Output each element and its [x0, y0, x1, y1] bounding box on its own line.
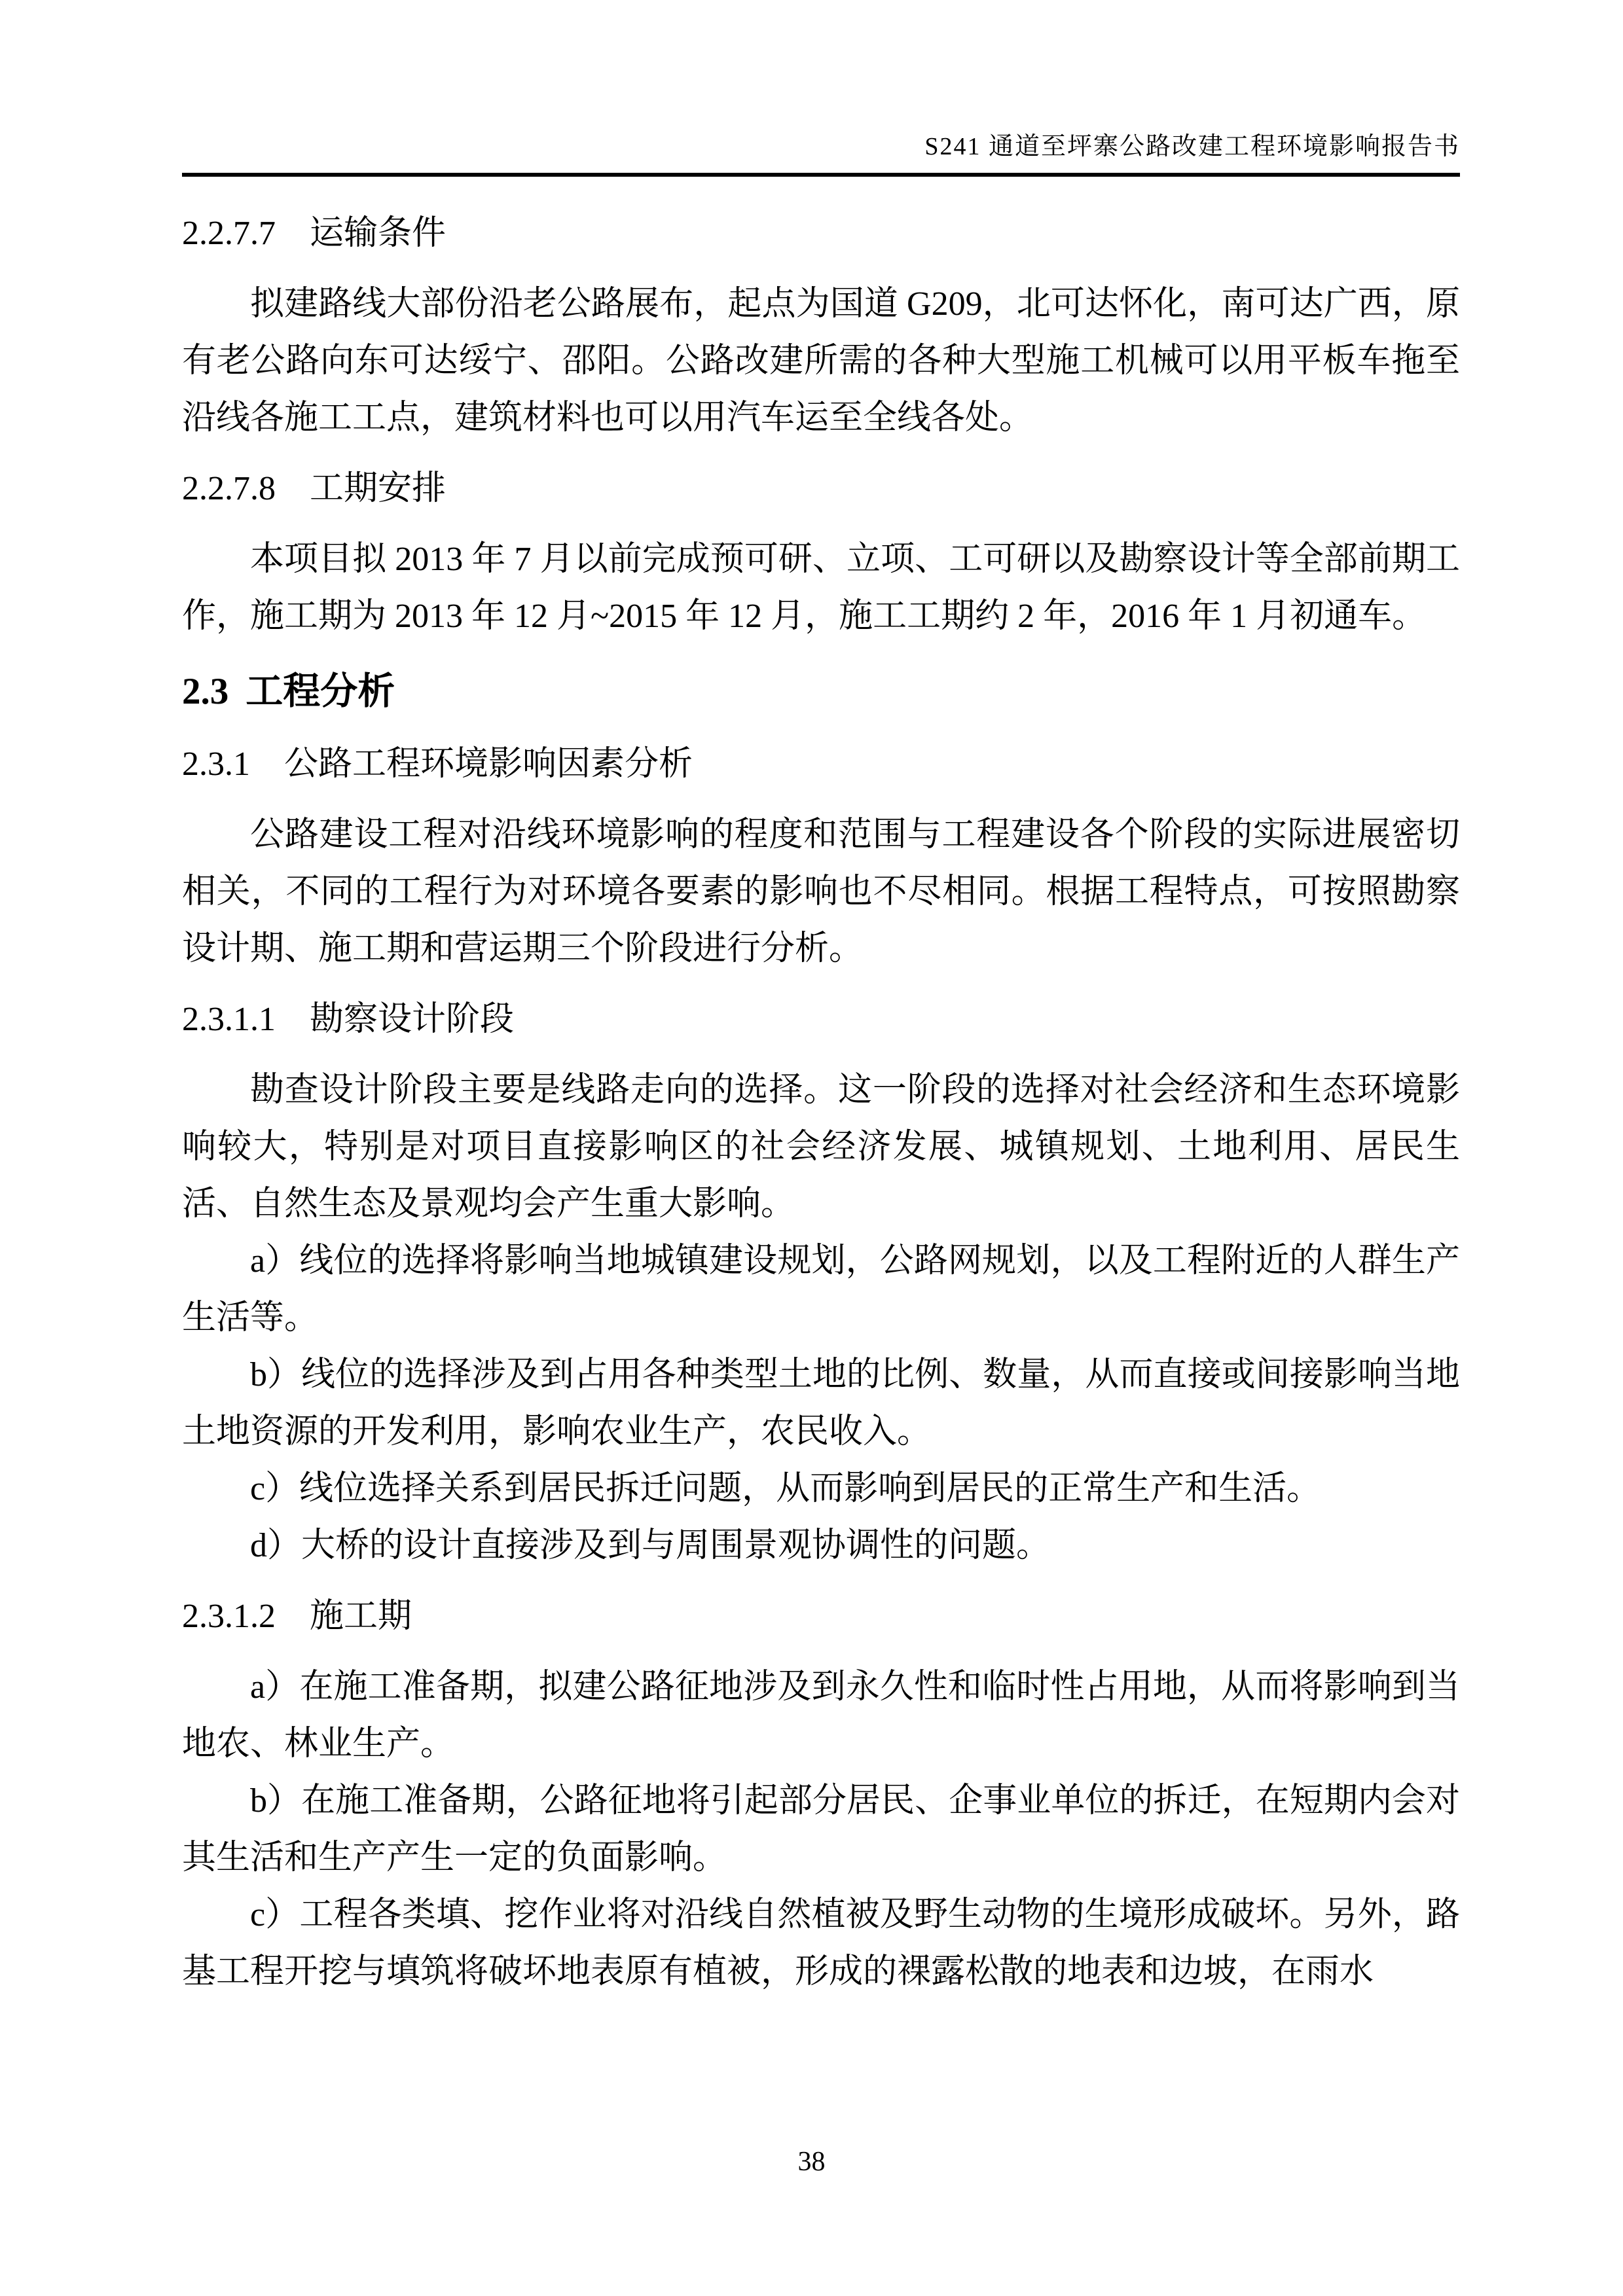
paragraph-impact-factor-analysis: 公路建设工程对沿线环境影响的程度和范围与工程建设各个阶段的实际进展密切相关，不同的工程行为对环境各要素的影响也不尽相同。根据工程特点，可按照勘察设计期、施工期和营运期三个阶段进行分析。 — [182, 816, 1460, 967]
list-item-c-construction: c）工程各类填、挖作业将对沿线自然植被及野生动物的生境形成破坏。另外，路基工程开挖与填筑将破坏地表原有植被，形成的裸露松散的地表和边坡，在雨水 — [182, 1896, 1460, 1990]
heading-number: 2.3.1 — [182, 745, 250, 783]
list-item-b-construction: b）在施工准备期，公路征地将引起部分居民、企事业单位的拆迁，在短期内会对其生活和生产产生一定的负面影响。 — [182, 1782, 1460, 1876]
heading-impact-factor-analysis — [182, 736, 1460, 793]
paragraph-survey-design-intro: 勘查设计阶段主要是线路走向的选择。这一阶段的选择对社会经济和生态环境影响较大，特别是对项目直接影响区的社会经济发展、城镇规划、土地利用、居民生活、自然生态及景观均会产生重大影响。 — [182, 1071, 1460, 1223]
heading-title: 工程分析 — [246, 671, 395, 712]
heading-number: 2.3.1.2 — [182, 1598, 276, 1635]
heading-construction-period — [182, 1588, 1460, 1645]
heading-number: 2.3 — [182, 671, 229, 712]
heading-title: 施工期 — [310, 1598, 412, 1635]
heading-number: 2.2.7.7 — [182, 215, 276, 252]
heading-transport-conditions — [182, 205, 1460, 262]
list-item-a-construction: a）在施工准备期，拟建公路征地涉及到永久性和临时性占用地，从而将影响到当地农、林业生产。 — [182, 1668, 1460, 1763]
heading-survey-design-stage — [182, 991, 1460, 1048]
heading-project-analysis — [182, 662, 1460, 722]
list-item-c-survey: c）线位选择关系到居民拆迁问题，从而影响到居民的正常生产和生活。 — [250, 1470, 1321, 1507]
page-number: 38 — [797, 2147, 826, 2177]
heading-number: 2.2.7.8 — [182, 470, 276, 507]
heading-title: 工期安排 — [310, 470, 447, 507]
running-header-title: S241 通道至坪寨公路改建工程环境影响报告书 — [924, 133, 1460, 160]
list-item-d-survey: d）大桥的设计直接涉及到与周围景观协调性的问题。 — [250, 1527, 1051, 1564]
list-item-b-survey: b）线位的选择涉及到占用各种类型土地的比例、数量，从而直接或间接影响当地土地资源的开发利用，影响农业生产，农民收入。 — [182, 1356, 1460, 1450]
heading-title: 勘察设计阶段 — [310, 1001, 515, 1038]
running-header — [182, 130, 1460, 177]
list-item-a-survey: a）线位的选择将影响当地城镇建设规划，公路网规划，以及工程附近的人群生产生活等。 — [182, 1242, 1460, 1336]
heading-title: 公路工程环境影响因素分析 — [284, 745, 693, 783]
heading-number: 2.3.1.1 — [182, 1001, 276, 1038]
paragraph-transport-conditions: 拟建路线大部份沿老公路展布，起点为国道 G209，北可达怀化，南可达广西，原有老公路向东可达绥宁、邵阳。公路改建所需的各种大型施工机械可以用平板车拖至沿线各施工工点，建筑材料也可以用汽车运至全线各处。 — [182, 285, 1460, 437]
paragraph-schedule: 本项目拟 2013 年 7 月以前完成预可研、立项、工可研以及勘察设计等全部前期工作，施工期为 2013 年 12 月~2015 年 12 月，施工工期约 2 年，2016 年 1 月初通车。 — [182, 541, 1460, 635]
heading-title: 运输条件 — [310, 215, 447, 252]
heading-schedule — [182, 460, 1460, 517]
document-body — [182, 191, 1460, 2000]
